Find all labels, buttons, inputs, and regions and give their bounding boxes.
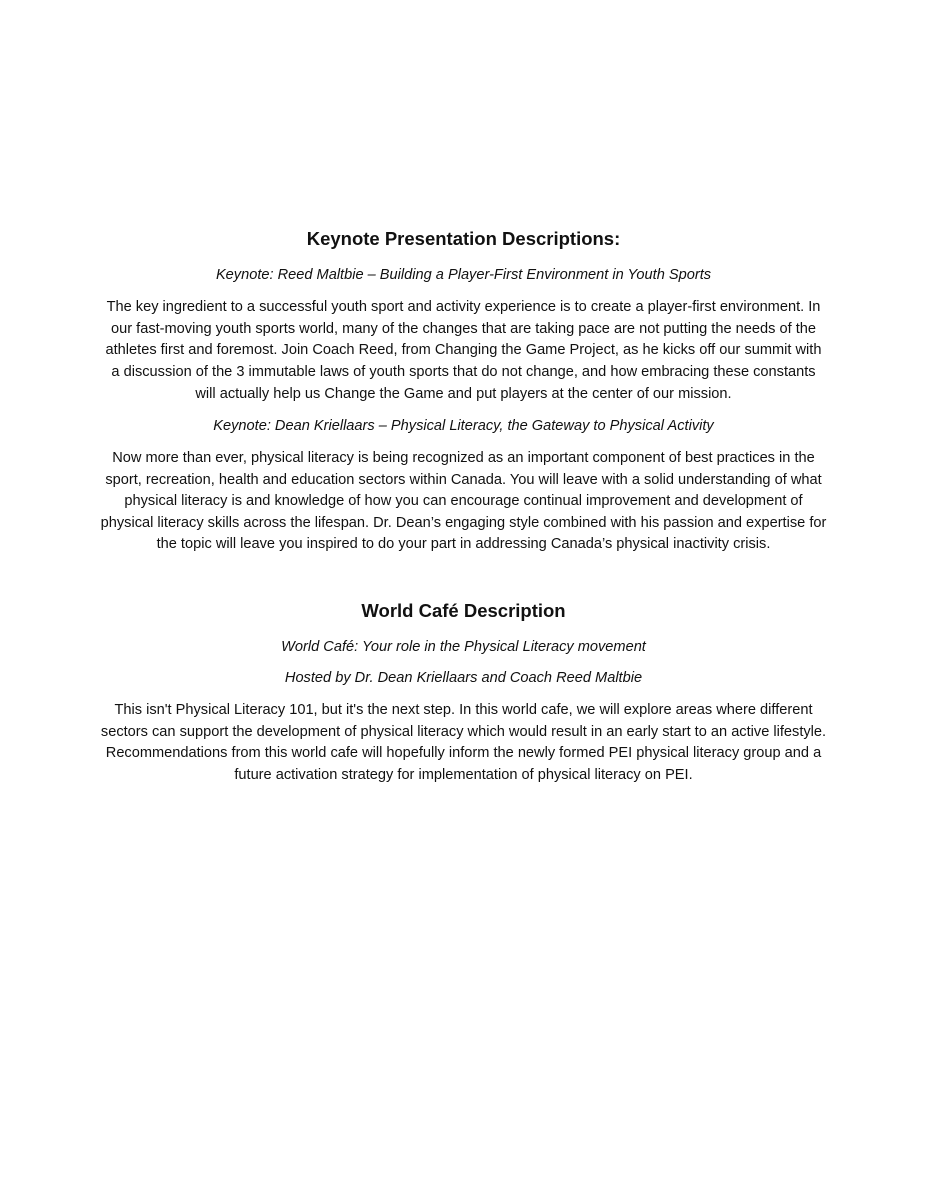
world-cafe-description: This isn't Physical Literacy 101, but it's the next step. In this world cafe, we will explore areas where different sectors can support the development of physical literacy which would result in an early start to an active lifestyle. Recommendations from this world cafe will hopefully inform the newly formed PEI physical literacy group and a future activation strategy for implementation of physical literacy on PEI. xyxy=(100,702,827,783)
world-cafe-title: World Café: Your role in the Physical Literacy movement xyxy=(281,639,646,656)
keynote2-description: Now more than ever, physical literacy is being recognized as an important component of best practices in the sport, recreation, health and education sectors within Canada. You will leave with a solid understanding of what physical literacy is and knowledge of how you can encourage continual improvement and development of physical literacy skills across the lifespan. Dr. Dean’s engaging style combined with his passion and expertise for the topic will leave you inspired to do your part in addressing Canada’s physical inactivity crisis. xyxy=(100,450,827,553)
world-cafe-hosted-by: Hosted by Dr. Dean Kriellaars and Coach Reed Maltbie xyxy=(284,670,643,687)
keynote1-title: Keynote: Reed Maltbie – Building a Player-First Environment in Youth Sports xyxy=(215,267,712,284)
section-spacer xyxy=(100,568,827,600)
keynote2-title: Keynote: Dean Kriellaars – Physical Literacy, the Gateway to Physical Activity xyxy=(213,418,714,435)
document-page xyxy=(100,228,827,799)
world-cafe-section-heading: World Café Description xyxy=(361,600,566,622)
keynote-section-heading: Keynote Presentation Descriptions: xyxy=(306,228,621,249)
keynote1-description: The key ingredient to a successful youth sport and activity experience is to create a player-first environment. In our fast-moving youth sports world, many of the changes that are taking pace are not putting the needs of the athletes first and foremost. Join Coach Reed, from Changing the Game Project, as he kicks off our summit with a discussion of the 3 immutable laws of youth sports that do not change, and how embracing these constants will actually help us Change the Game and put players at the center of our mission. xyxy=(105,299,822,402)
